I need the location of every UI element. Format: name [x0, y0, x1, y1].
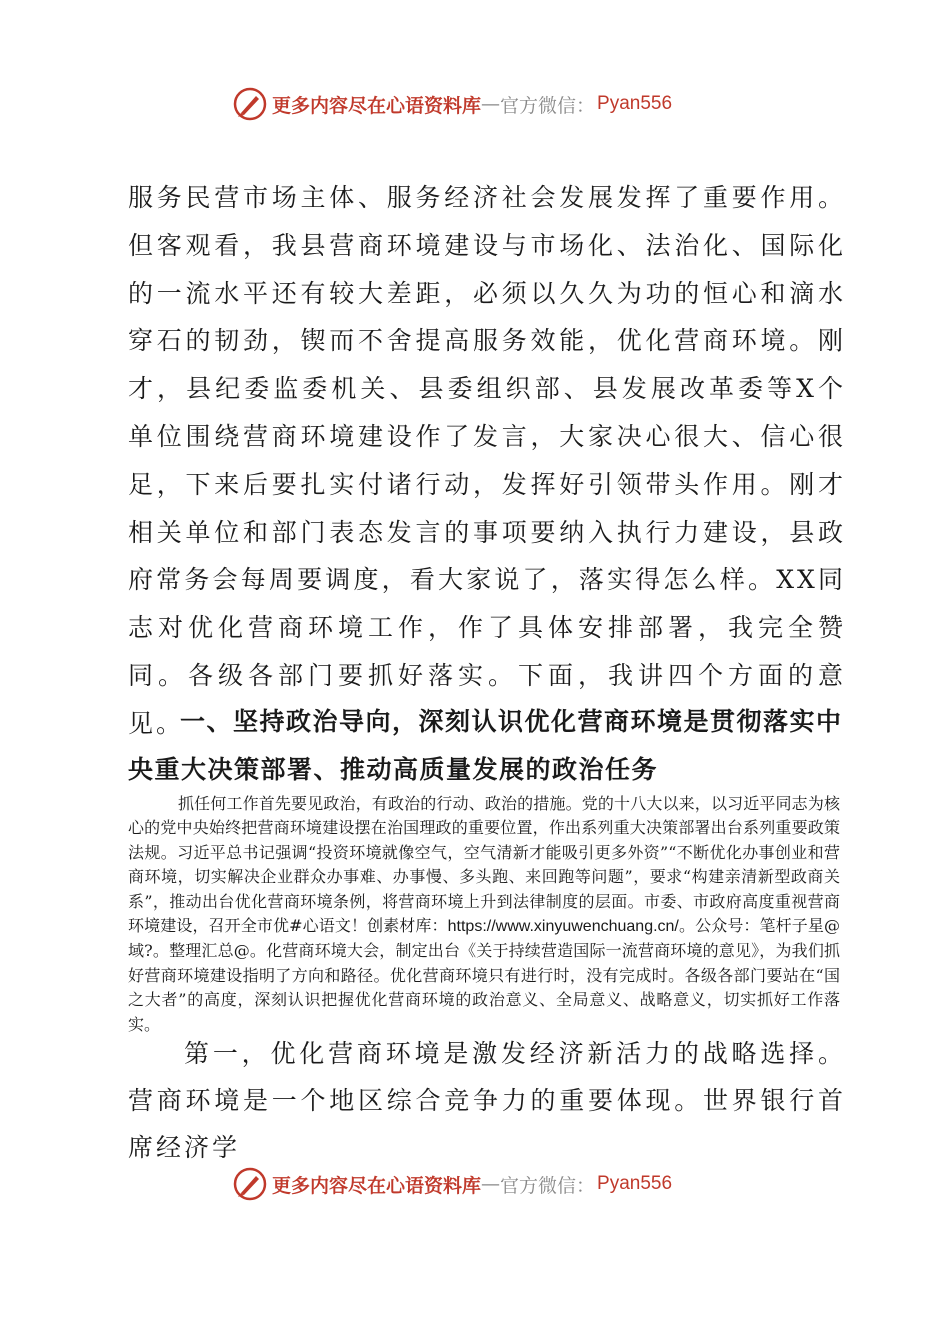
watermark-wechat-label: 官方微信：: [500, 1174, 596, 1197]
watermark-dash: —: [481, 1173, 501, 1195]
paragraph-intro: 服务民营市场主体、服务经济社会发展发挥了重要作用。但客观看，我县营商环境建设与市场化、法治化、国际化的一流水平还有较大差距，必须以久久为功的恒心和滴水穿石的韧劲，锲而不舍提高服务效能，优化营商环境。刚才，县纪委监委机关、县委组织部、县发展改革委等X个单位围绕营商环境建设作了发言，大家决心很大、信心很足，下来后要扎实付诸行动，发挥好引领带头作用。刚才相关单位和部门表态发言的事项要纳入执行力建设，县政府常务会每周要调度，看大家说了，落实得怎么样。XX同志对优化营商环境工作，作了具体安排部署，我完全赞同。各级各部门要抓好落实。下面，我讲四个方面的意见。: [128, 183, 846, 738]
paragraph-politics-part2: 。公众号：笔杆子星@域?。整理汇总@。化营商环境大会，制定出台《关于持续营造国际一流营商环境的意见》，为我们抓好营商环境建设指明了方向和路径。优化营商环境只有进行时，没有完成时。各级各部门要站在“国之大者”的高度，深刻认识把握优化营商环境的政治意义、全局意义、战略意义，切实抓好工作落实。: [128, 916, 840, 1034]
watermark-wechat-id: Pyan556: [597, 93, 673, 114]
source-url: https://www.xinyuwenchuang.cn/: [447, 918, 679, 936]
paragraph-politics: [128, 792, 840, 1037]
section-heading: 一、坚持政治导向，深刻认识优化营商环境是贯彻落实中央重大决策部署、推动高质量发展的政治任务: [128, 707, 843, 784]
watermark-wechat-id: Pyan556: [597, 1173, 673, 1194]
watermark-title: 更多内容尽在心语资料库: [272, 94, 482, 117]
watermark-title: 更多内容尽在心语资料库: [272, 1174, 482, 1197]
footer-watermark: [232, 1164, 732, 1204]
paragraph-first-point: 第一，优化营商环境是激发经济新活力的战略选择。营商环境是一个地区综合竞争力的重要体现。世界银行首席经济学: [128, 1039, 846, 1162]
watermark-dash: —: [481, 93, 501, 115]
watermark-wechat-label: 官方微信：: [500, 94, 596, 117]
pen-logo-icon: [232, 1166, 268, 1202]
pen-logo-icon: [232, 86, 268, 122]
paragraph-politics-part1: 抓任何工作首先要见政治，有政治的行动、政治的措施。党的十八大以来，以习近平同志为核心的党中央始终把营商环境建设摆在治国理政的重要位置，作出系列重大决策部署出台系列重要政策法规。习近平总书记强调“投资环境就像空气，空气清新才能吸引更多外资”“不断优化办事创业和营商环境，切实解决企业群众办事难、办事慢、多头跑、来回跑等问题”，要求“构建亲清新型政商关系”，推动出台优化营商环境条例，将营商环境上升到法律制度的层面。市委、市政府高度重视营商环境建设，召开全市优#心语文！创素材库：: [128, 794, 840, 936]
header-watermark: [232, 84, 732, 124]
